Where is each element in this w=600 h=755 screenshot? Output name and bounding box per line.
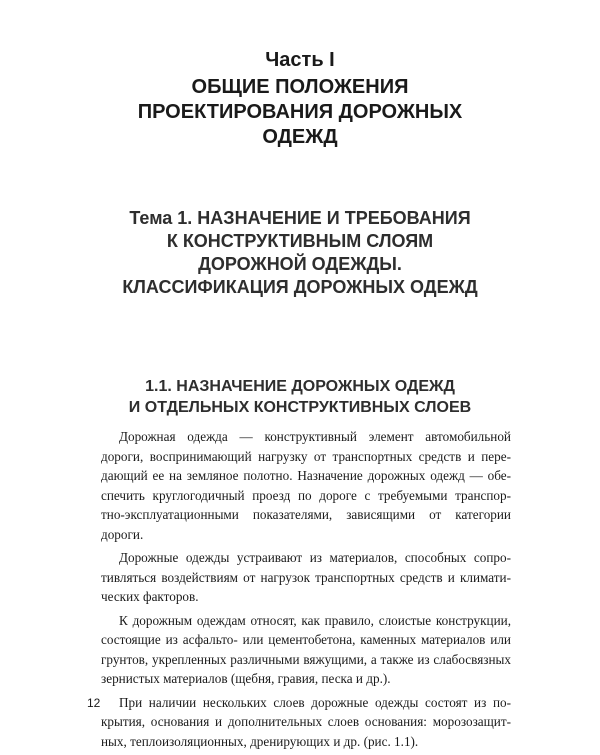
section-title [0,376,600,418]
text-line: дороги, воспринимающий нагрузку от транспортных средств и пере- [101,448,511,464]
text-line: дороги. [101,526,144,542]
topic-title-line: Тема 1. НАЗНАЧЕНИЕ И ТРЕБОВАНИЯ [129,208,471,228]
paragraph [101,548,511,607]
part-title-line: ОБЩИЕ ПОЛОЖЕНИЯ [191,76,409,98]
section-title-line: 1.1. НАЗНАЧЕНИЕ ДОРОЖНЫХ ОДЕЖД [145,378,455,395]
topic-title-line: КЛАССИФИКАЦИЯ ДОРОЖНЫХ ОДЕЖД [122,277,478,297]
section-title-line: И ОТДЕЛЬНЫХ КОНСТРУКТИВНЫХ СЛОЕВ [128,399,472,416]
text-line: При наличии нескольких слоев дорожные одежды состоят из по- [119,694,511,710]
body-text [101,427,511,755]
part-number: Часть I [265,49,335,71]
text-line: тивляться воздействиям от нагрузок транспортных средств и климати- [101,569,511,585]
text-line: Дорожные одежды устраивают из материалов, способных сопро- [119,550,511,565]
text-line: Дорожная одежда — конструктивный элемент автомобильной [119,429,511,444]
page-number: 12 [87,696,101,710]
text-line: ческих факторов. [101,589,199,604]
part-title-line: ОДЕЖД [262,126,338,148]
topic-heading [0,207,600,299]
topic-title-line: К КОНСТРУКТИВНЫМ СЛОЯМ [166,231,434,251]
part-title-line: ПРОЕКТИРОВАНИЯ ДОРОЖНЫХ [137,101,463,123]
paragraph [101,427,511,544]
part-title [0,75,600,150]
part-heading [0,48,600,150]
text-line: дающий ее на земляное полотно. Назначение дорожных одежд — обе- [101,468,511,483]
text-line: спечить круглогодичный проезд по дороге с требуемыми транспор- [101,487,511,503]
section-heading [0,376,600,418]
paragraph [101,693,511,752]
paragraph [101,611,511,689]
text-line: состоящие из асфальто- или цементобетона, каменных материалов или [101,632,511,647]
text-line: тно-эксплуатационными показателями, зависящими от категории [101,507,511,522]
text-line: грунтов, укрепленных различными вяжущими, а также из слабосвязных [101,651,511,667]
text-line: зернистых материалов (щебня, гравия, песка и др.). [101,671,391,686]
topic-title [0,207,600,299]
text-line: К дорожным одеждам относят, как правило, слоистые конструкции, [119,612,511,628]
text-line: крытия, основания и дополнительных слоев основания: морозозащит- [101,714,511,729]
topic-title-line: ДОРОЖНОЙ ОДЕЖДЫ. [198,254,402,274]
text-line: ных, теплоизоляционных, дренирующих и др. (рис. 1.1). [101,733,419,749]
